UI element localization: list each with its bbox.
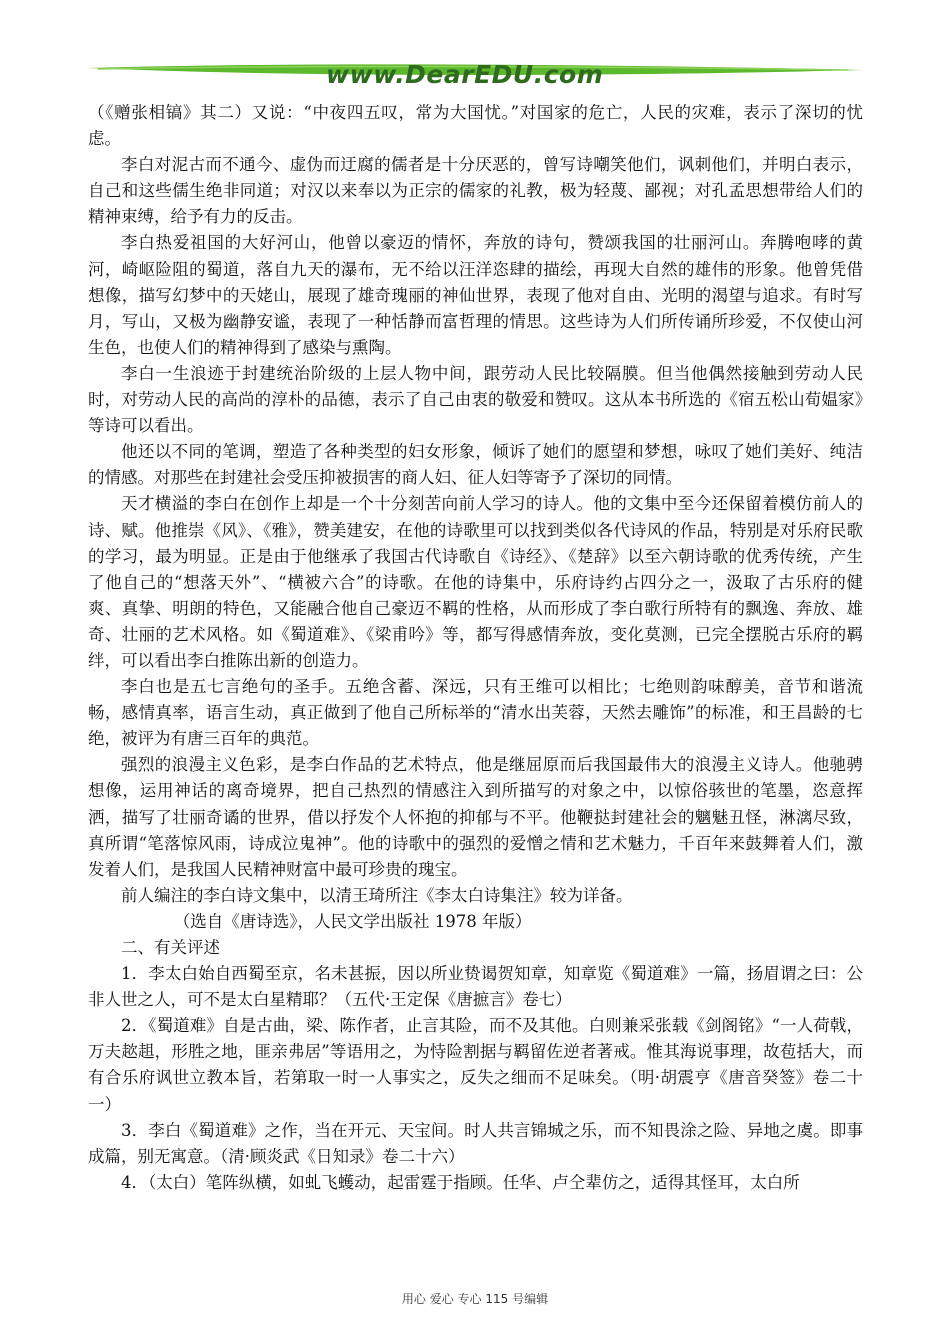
paragraph: 李白对泥古而不通今、虚伪而迂腐的儒者是十分厌恶的，曾写诗嘲笑他们，讽刺他们，并明白表示，自己和这些儒生绝非同道；对汉以来奉以为正宗的儒家的礼教，极为轻蔑、鄙视；对孔孟思想带给人们的精神束缚，给予有力的反击。 bbox=[88, 155, 863, 227]
article-body bbox=[88, 100, 863, 1196]
page-footer: 用心 爱心 专心 115 号编辑 bbox=[401, 1292, 549, 1306]
site-url-logo[interactable]: www.DearEDU.com bbox=[326, 60, 604, 89]
section-heading: 二、有关评述 bbox=[121, 938, 220, 957]
commentary-item: 2．《蜀道难》自是古曲，梁、陈作者，止言其险，而不及其他。白则兼采张载《剑阁铭》“一人荷戟，万夫趑趄，形胜之地，匪亲弗居”等语用之，为恃险割据与羁留佐逆者著戒。惟其海说事理，故苞括大，而有合乐府讽世立教本旨，若第取一时一人事实之，反失之细而不足味矣。（明·胡震亨《唐音癸签》卷二十一） bbox=[88, 1016, 863, 1114]
paragraph: 前人编注的李白诗文集中，以清王琦所注《李太白诗集注》较为详备。 bbox=[121, 885, 633, 905]
paragraph: （《赠张相镐》其二）又说：“中夜四五叹，常为大国忧。”对国家的危亡，人民的灾难，表示了深切的忧虑。 bbox=[88, 103, 863, 149]
source-citation: （选自《唐诗选》，人民文学出版社 1978 年版） bbox=[173, 911, 532, 931]
paragraph: 李白热爱祖国的大好河山，他曾以豪迈的情怀，奔放的诗句，赞颂我国的壮丽河山。奔腾咆哮的黄河，崎岖险阻的蜀道，落自九天的瀑布，无不给以汪洋恣肆的描绘，再现大自然的雄伟的形象。他曾凭借想像，描写幻梦中的天姥山，展现了雄奇瑰丽的神仙世界，表现了他对自由、光明的渴望与追求。有时写月，写山，又极为幽静安谧，表现了一种恬静而富哲理的情思。这些诗为人们所传诵所珍爱，不仅使山河生色，也使人们的精神得到了感染与熏陶。 bbox=[88, 233, 863, 357]
paragraph: 天才横溢的李白在创作上却是一个十分刻苦向前人学习的诗人。他的文集中至今还保留着模仿前人的诗、赋。他推崇《风》、《雅》，赞美建安，在他的诗歌里可以找到类似各代诗风的作品，特别是对乐府民歌的学习，最为明显。正是由于他继承了我国古代诗歌自《诗经》、《楚辞》以至六朝诗歌的优秀传统，产生了他自己的“想落天外”、“横被六合”的诗歌。在他的诗集中，乐府诗约占四分之一，汲取了古乐府的健爽、真挚、明朗的特色，又能融合他自己豪迈不羁的性格，从而形成了李白歌行所特有的飘逸、奔放、雄奇、壮丽的艺术风格。如《蜀道难》、《梁甫吟》等，都写得感情奔放，变化莫测，已完全摆脱古乐府的羁绊，可以看出李白推陈出新的创造力。 bbox=[88, 494, 863, 670]
site-header bbox=[88, 60, 863, 96]
commentary-item: 3．李白《蜀道难》之作，当在开元、天宝间。时人共言锦城之乐，而不知畏涂之险、异地之虞。即事成篇，别无寓意。（清·顾炎武《日知录》卷二十六） bbox=[88, 1120, 863, 1166]
paragraph: 李白一生浪迹于封建统治阶级的上层人物中间，跟劳动人民比较隔膜。但当他偶然接触到劳动人民时，对劳动人民的高尚的淳朴的品德，表示了自己由衷的敬爱和赞叹。这从本书所选的《宿五松山荀媪家》等诗可以看出。 bbox=[88, 363, 863, 436]
paragraph: 李白也是五七言绝句的圣手。五绝含蓄、深远，只有王维可以相比；七绝则韵味醇美，音节和谐流畅，感情真率，语言生动，真正做到了他自己所标举的“清水出芙蓉，天然去雕饰”的标准，和王昌龄的七绝，被评为有唐三百年的典范。 bbox=[88, 677, 863, 749]
commentary-item: 1．李太白始自西蜀至京，名未甚振，因以所业贽谒贺知章，知章览《蜀道难》一篇，扬眉谓之曰：公非人世之人，可不是太白星精耶？（五代·王定保《唐摭言》卷七） bbox=[88, 964, 863, 1010]
paragraph: 强烈的浪漫主义色彩，是李白作品的艺术特点，他是继屈原而后我国最伟大的浪漫主义诗人。他驰骋想像，运用神话的离奇境界，把自己热烈的情感注入到所描写的对象之中，以惊俗骇世的笔墨，恣意挥洒，描写了壮丽奇谲的世界，借以抒发个人怀抱的抑郁与不平。他鞭挞封建社会的魑魅丑怪，淋漓尽致，真所谓“笔落惊风雨，诗成泣鬼神”。他的诗歌中的强烈的爱憎之情和艺术魅力，千百年来鼓舞着人们，激发着人们，是我国人民精神财富中最可珍贵的瑰宝。 bbox=[88, 755, 863, 879]
commentary-item: 4．（太白）笔阵纵横，如虬飞蠖动，起雷霆于指顾。任华、卢仝辈仿之，适得其怪耳，太白所 bbox=[121, 1172, 800, 1192]
paragraph: 他还以不同的笔调，塑造了各种类型的妇女形象，倾诉了她们的愿望和梦想，咏叹了她们美好、纯洁的情感。对那些在封建社会受压抑被损害的商人妇、征人妇等寄予了深切的同情。 bbox=[88, 442, 863, 488]
